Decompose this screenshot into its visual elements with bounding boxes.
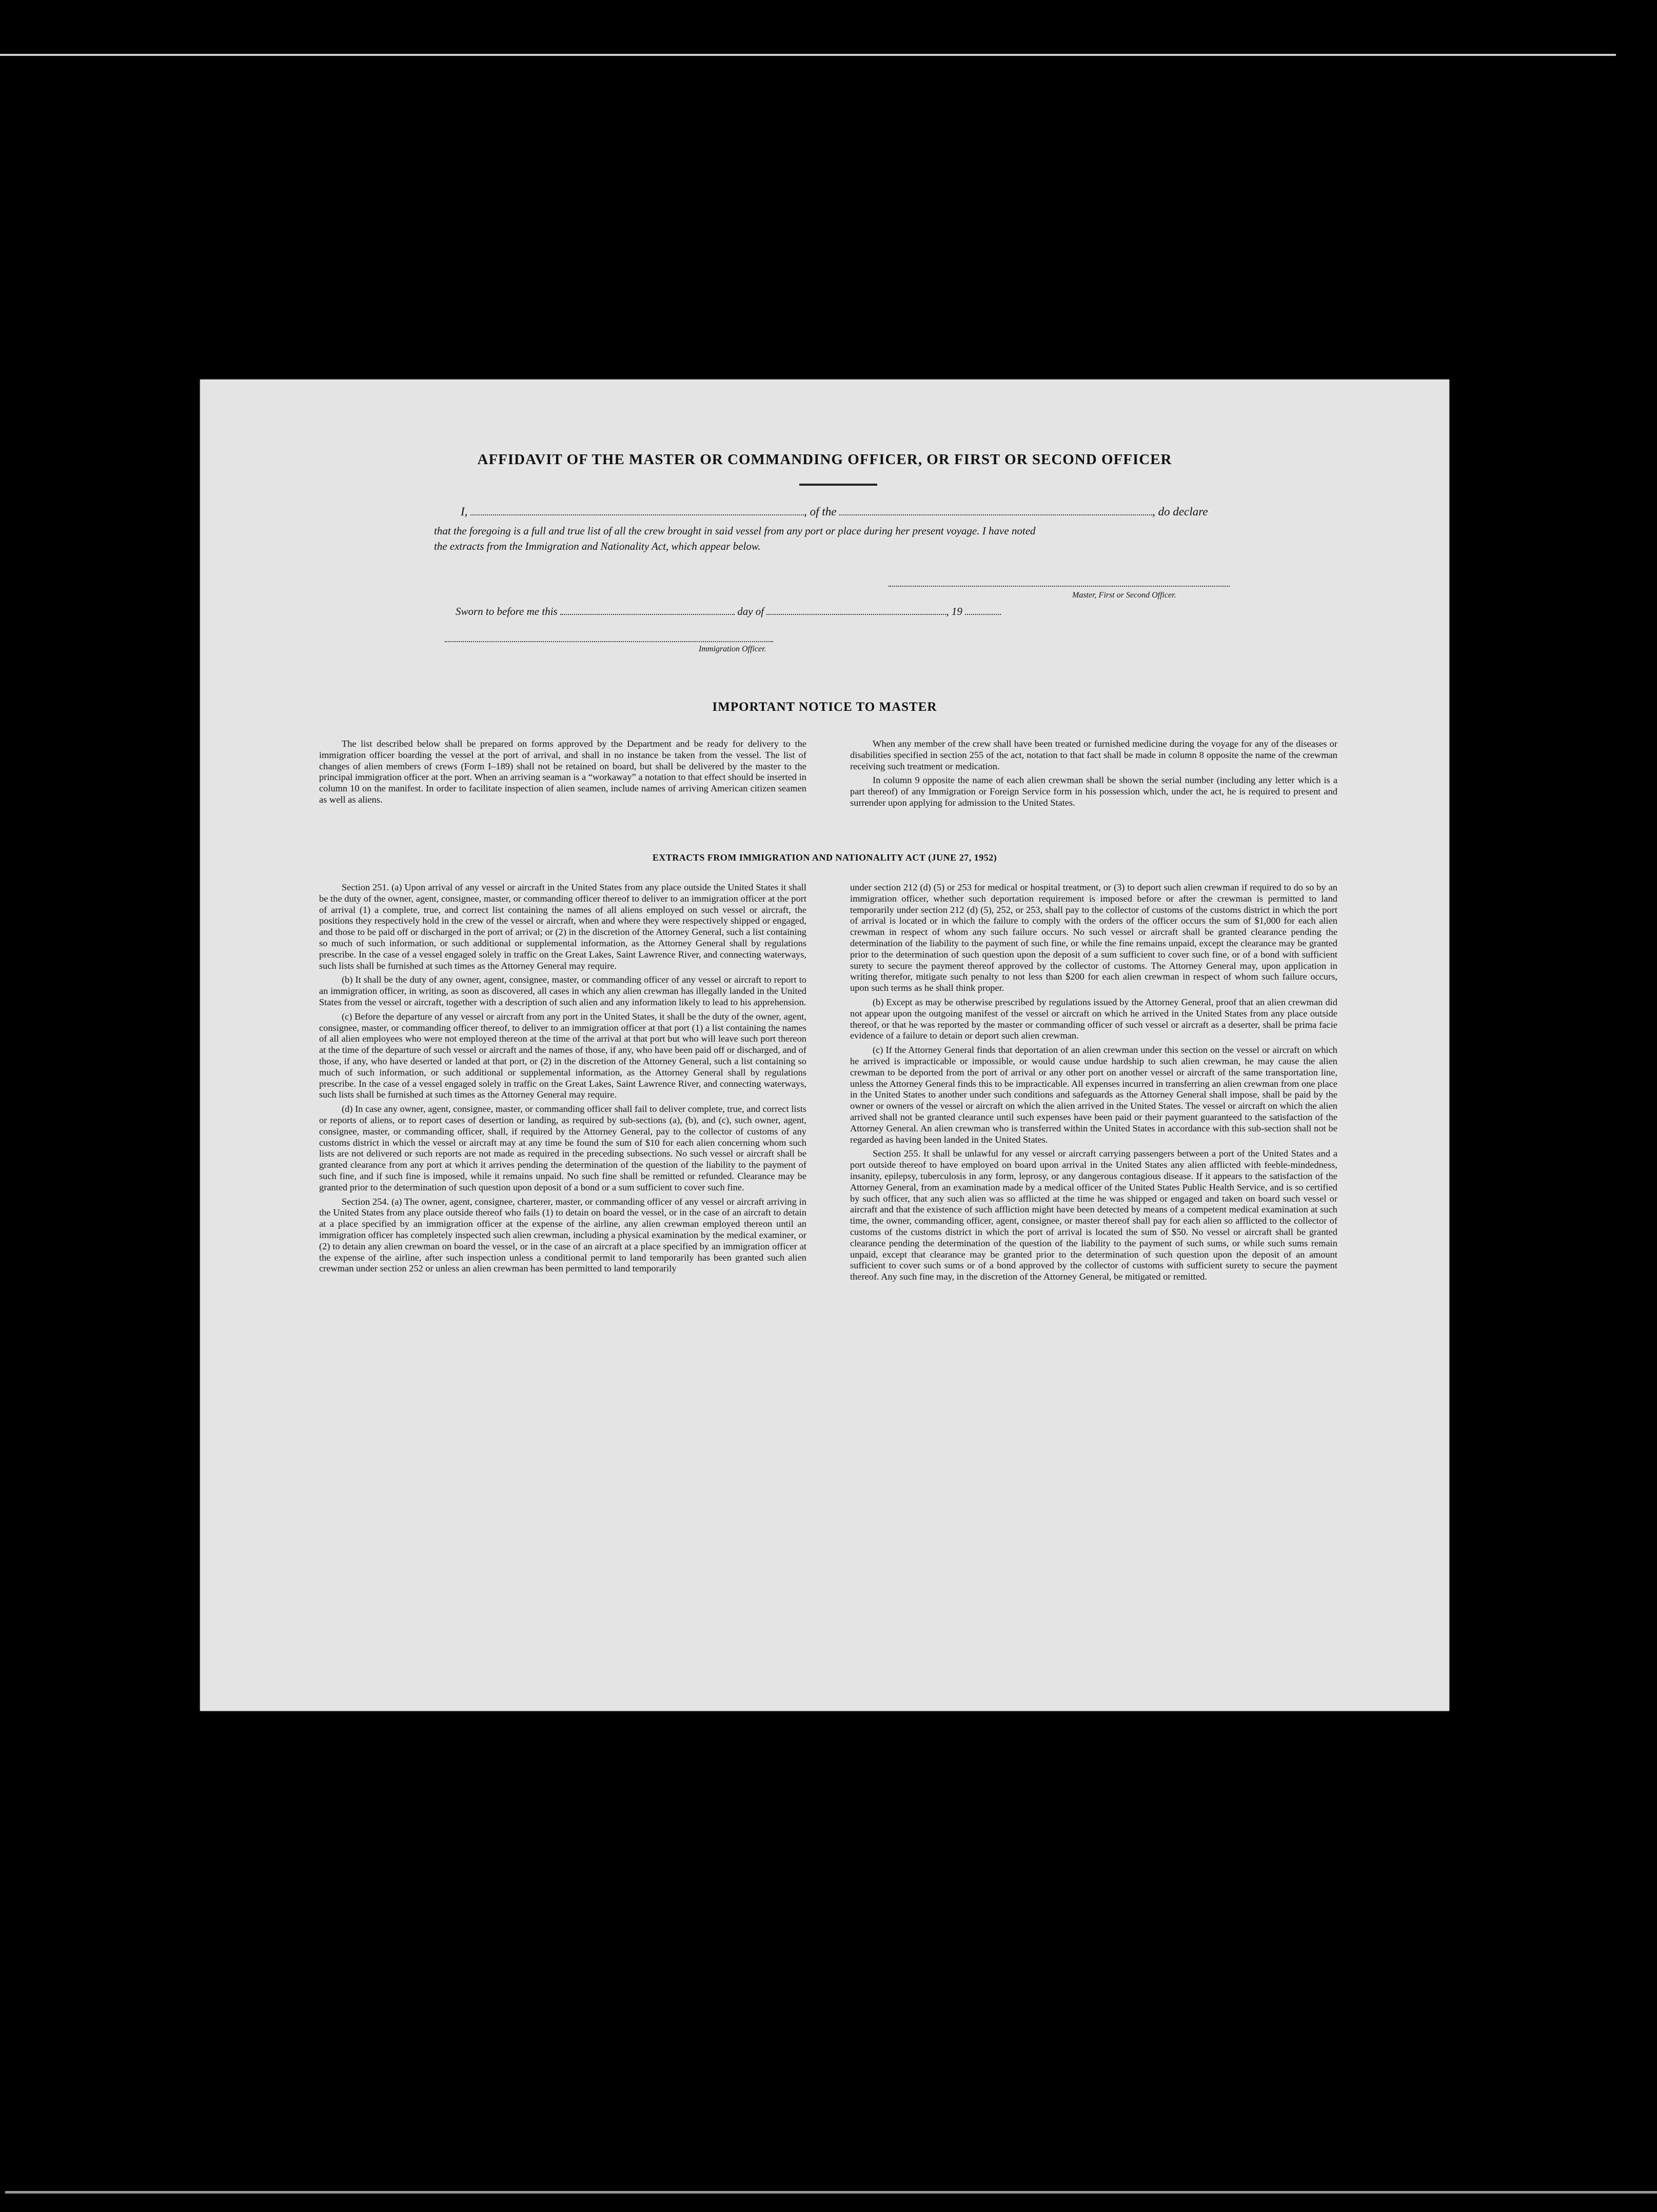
title-rule [799,484,877,486]
extracts-left-column [319,882,806,1278]
notice-paragraph: When any member of the crew shall have been treated or furnished medicine during the voyage for any of the diseases or disabilities specified in section 255 of the act, notation to that fact shall be made in column 8 opposite the name of the crewman receiving such treatment or medication. [850,739,1337,771]
scan-top-edge [0,54,1616,56]
officer-signature-line[interactable] [445,641,773,642]
section-paragraph: (c) If the Attorney General finds that deportation of an alien crewman under this section on the vessel or aircraft on which he arrived is impracticable or impossible, or would cause undue hardship to such alien crewman, he may cause the alien crewman to be deported from the port of arrival or any other port on another vessel or aircraft of the same transportation line, unless the Attorney General finds this to be impracticable. All expenses incurred in transferring an alien crewman from one place in the United States to another under such conditions and safeguards as the Attorney General shall impose, shall be paid by the owner or owners of the vessel or aircraft on which the alien arrived in the United States. The vessel or aircraft on which the alien arrived shall not be granted clearance until such expenses have been paid or their payment guaranteed to the satisfaction of the Attorney General. An alien crewman who is transferred within the United States in accordance with this sub-section shall not be regarded as having been landed in the United States. [850,1045,1337,1145]
section-paragraph: Section 251. (a) Upon arrival of any vessel or aircraft in the United States from any place outside the United States it shall be the duty of the owner, agent, consignee, master, or commanding officer thereof to deliver to an immigration officer at the port of arrival (1) a complete, true, and correct list containing the names of all aliens employed on such vessel or aircraft, the positions they respectively hold in the crew of the vessel or aircraft, when and where they were respectively shipped or engaged, and those to be paid off or discharged in the port of arrival; or (2) in the discretion of the Attorney General, such a list containing so much of such information, or such additional or supplemental information, as the Attorney General shall by regulations prescribe. In the case of a vessel engaged solely in traffic on the Great Lakes, Saint Lawrence River, and connecting waterways, such lists shall be furnished at such times as the Attorney General may require. [319,882,806,971]
vessel-blank[interactable] [839,505,1152,515]
section-paragraph: (c) Before the departure of any vessel or aircraft from any port in the United States, it shall be the duty of the owner, agent, consignee, master, or commanding officer thereof, to deliver to an immigration officer at that port (1) a list containing the names of all alien employees who were not employed thereon at the time of the arrival at that port but who will leave such port thereon at the time of the departure of such vessel or aircraft and the names of those, if any, who have been paid off or discharged, and of those, if any, who have deserted or landed at that port, or (2) in the discretion of the Attorney General, such a list containing so much of such information, or such additional or supplemental information, as the Attorney General shall by regulations prescribe. In the case of a vessel engaged solely in traffic on the Great Lakes, Saint Lawrence River, and connecting waterways, such lists shall be furnished at such times as the Attorney General may require. [319,1011,806,1100]
line-of-the-label: , of the [804,505,837,518]
notice-paragraph: In column 9 opposite the name of each alien crewman shall be shown the serial number (including any letter which is a part thereof) of any Immigration or Foreign Service form in his possession which, under the act, he is required to present and surrender upon applying for admission to the United States. [850,775,1337,808]
sworn-line [456,605,1379,618]
section-paragraph: Section 254. (a) The owner, agent, consignee, charterer, master, or commanding officer of any vessel or aircraft arriving in the United States from any place outside thereof who fails (1) to detain on board the vessel, or in the case of an aircraft to detain at a place specified by an immigration officer at the expense of the airline, any alien crewman employed thereon until an immigration officer has completely inspected such alien crewman, including a physical examination by the medical examiner, or (2) to detain any alien crewman on board the vessel, or in the case of an aircraft at a place specified by an immigration officer at the expense of the airline, after such inspection unless a conditional permit to land temporarily has been granted such alien crewman under section 252 or unless an alien crewman has been permitted to land temporarily [319,1196,806,1274]
name-blank[interactable] [470,505,804,515]
notice-paragraph: The list described below shall be prepared on forms approved by the Department and be ready for delivery to the immigration officer boarding the vessel at the port of arrival, and shall in no instance be taken from the vessel. The list of changes of alien members of crews (Form I–189) shall not be retained on board, but shall be delivered by the master to the principal immigration officer at the port. When an arriving seaman is a “workaway” a notation to that effect should be inserted in column 10 on the manifest. In order to facilitate inspection of alien seamen, include names of arriving American citizen seamen as well as aliens. [319,739,806,805]
notice-title: IMPORTANT NOTICE TO MASTER [712,700,937,714]
master-signature-line[interactable] [889,586,1230,587]
section-paragraph: Section 255. It shall be unlawful for any vessel or aircraft carrying passengers between a port of the United States and a port outside thereof to have employed on board upon arrival in the United States any alien afflicted with feeble-mindedness, insanity, epilepsy, tuberculosis in any form, leprosy, or any dangerous contagious disease. If it appears to the satisfaction of the Attorney General, from an examination made by a medical officer of the United States Public Health Service, and is so certified by such officer, that any such alien was so afflicted at the time he was shipped or engaged and taken on board such vessel or aircraft and that the existence of such affliction might have been detected by means of a competent medical examination at such time, the owner, commanding officer, agent, consignee, or master thereof shall pay for each alien so afflicted to the collector of customs of the customs district in which the port of arrival is located the sum of $50. No vessel or aircraft shall be granted clearance pending the determination of the question of the liability to the payment of such sums, or while such sums remain unpaid, except that clearance may be granted prior to the determination of such question upon the deposit of an amount sufficient to cover such sums or of a bond approved by the collector of customs with sufficient surety to secure the payment thereof. Any such fine may, in the discretion of the Attorney General, be mitigated or remitted. [850,1148,1337,1282]
section-paragraph: (b) Except as may be otherwise prescribed by regulations issued by the Attorney General, proof that an alien crewman did not appear upon the outgoing manifest of the vessel or aircraft on which he arrived in the United States from any place outside thereof, or that he was reported by the master or commanding officer of such vessel or aircraft as a deserter, shall be prima facie evidence of a failure to detain or deport such alien crewman. [850,997,1337,1041]
statement-line-2: the extracts from the Immigration and Nationality Act, which appear below. [434,540,761,552]
sworn-year-blank[interactable] [965,606,1001,615]
scan-bottom-edge [5,2191,1657,2194]
sworn-prefix: Sworn to before me this [456,605,558,617]
sworn-year-label: , 19 [946,605,962,617]
extracts-title: EXTRACTS FROM IMMIGRATION AND NATIONALITY ACT (JUNE 27, 1952) [652,852,997,863]
statement-line-1: that the foregoing is a full and true list of all the crew brought in said vessel from any port or place during her present voyage. I have noted [434,525,1036,537]
section-paragraph: under section 212 (d) (5) or 253 for medical or hospital treatment, or (3) to deport such alien crewman if required to do so by an immigration officer, whether such deportation requirement is imposed before or after the crewman is permitted to land temporarily under section 212 (d) (5), 252, or 253, shall pay to the collector of customs of the customs district in which the port of arrival is located or in which the failure to comply with the orders of the officer occurs the sum of $1,000 for each alien crewman in respect of whom any such failure occurs. No such vessel or aircraft shall be granted clearance pending the determination of the liability to the payment of such fine, or while the fine remains unpaid, except the clearance may be granted prior to the determination of such question upon the deposit of a sum sufficient to cover such fine, or of a bond with sufficient surety to secure the payment thereof approved by the collector of customs. The Attorney General may, upon application in writing therefor, mitigate such penalty to not less than $200 for each alien crewman in respect of whom such failure occurs, upon such terms as he shall think proper. [850,882,1337,993]
line-i-label: I, [461,505,468,518]
notice-left-column [319,739,806,809]
section-paragraph: (d) In case any owner, agent, consignee, master, or commanding officer shall fail to deliver complete, true, and correct lists or reports of aliens, or to report cases of desertion or landing, as required by sub-sections (a), (b), and (c), such owner, agent, consignee, master, or commanding officer, shall, if required by the Attorney General, pay to the collector of customs of any customs district in which the vessel or aircraft may at any time be found the sum of $10 for each alien concerning whom such lists are not delivered or such reports are not made as required in the preceding subsections. No such vessel or aircraft shall be granted clearance from any port at which it arrives pending the determination of the question of the liability to the payment of such fine, and if such fine is imposed, while it remains unpaid. No such fine shall be remitted or refunded. Clearance may be granted prior to the determination of such question upon deposit of a bond or a sum sufficient to cover such fine. [319,1104,806,1192]
master-signature-caption: Master, First or Second Officer. [1072,591,1176,600]
sworn-month-blank[interactable] [766,606,946,615]
notice-right-column [850,739,1337,812]
affidavit-title: AFFIDAVIT OF THE MASTER OR COMMANDING OFFICER, OR FIRST OR SECOND OFFICER [477,451,1172,468]
sworn-day-label: day of [737,605,764,617]
officer-signature-caption: Immigration Officer. [699,645,766,653]
declaration-line [461,505,1297,519]
extracts-right-column [850,882,1337,1286]
document-page [200,380,1449,1711]
section-paragraph: (b) It shall be the duty of any owner, agent, consignee, master, or commanding officer of any vessel or aircraft to report to an immigration officer, in writing, as soon as discovered, all cases in which any alien crewman has illegally landed in the United States from the vessel or aircraft, together with a description of such alien and any information likely to lead to his apprehension. [319,974,806,1007]
sworn-day-blank[interactable] [560,606,735,615]
line-declare-label: , do declare [1152,505,1208,518]
